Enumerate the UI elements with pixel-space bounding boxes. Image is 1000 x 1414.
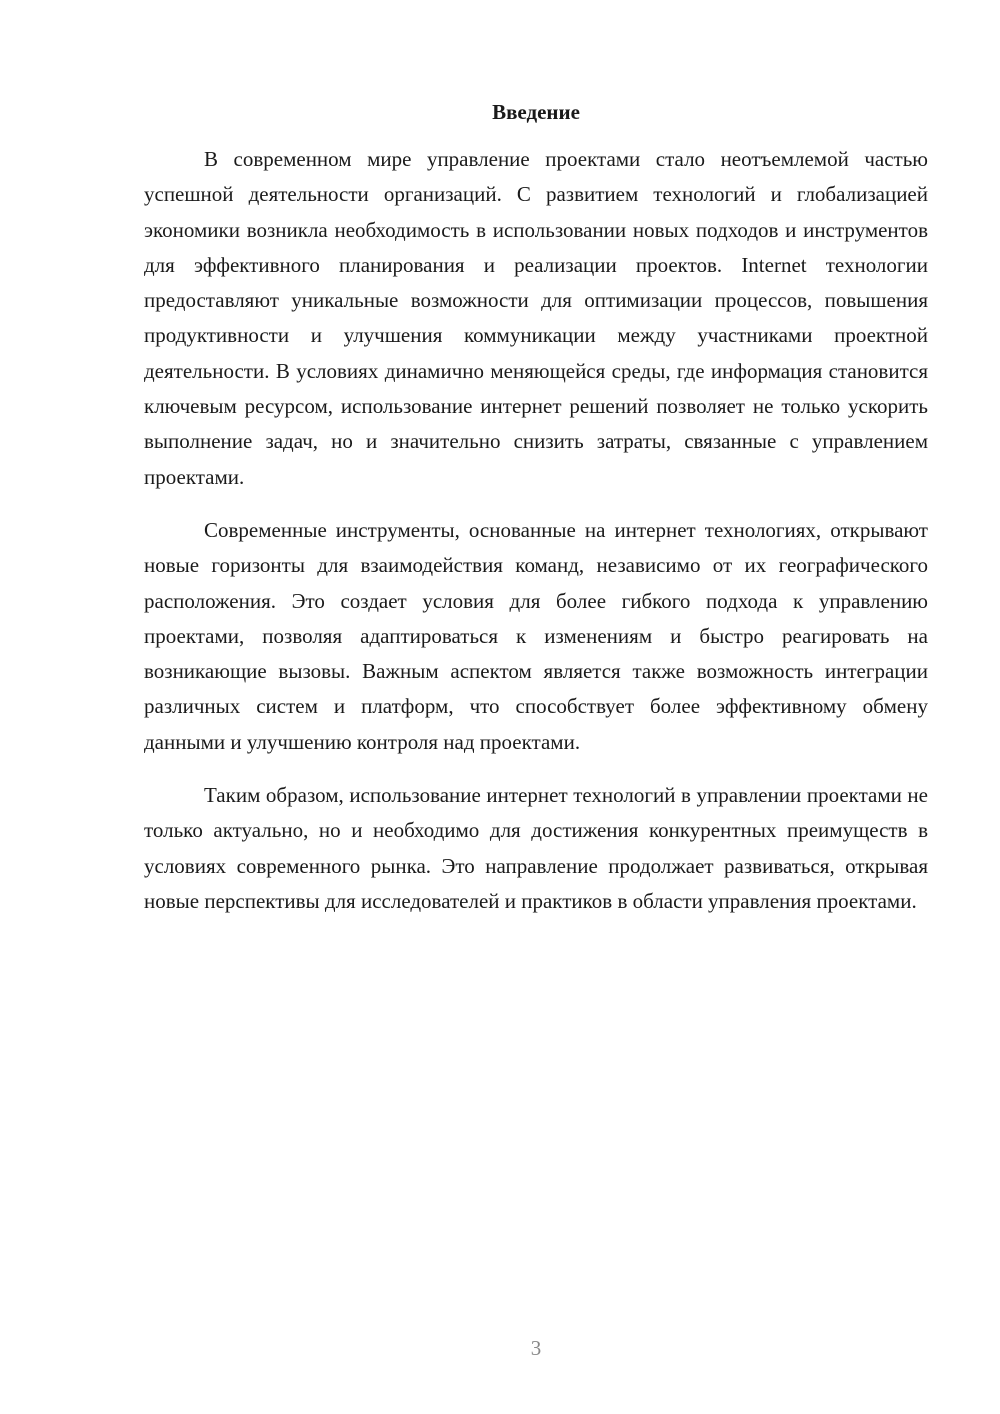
paragraph-1: В современном мире управление проектами стало неотъемлемой частью успешной деятельности организаций. С развитием технологий и глобализацией экономики возникла необходимость в использовании новых подходов и инструментов для эффективного планирования и реализации проектов. Internet технологии предоставляют уникальные возможности для оптимизации процессов, повышения продуктивности и улучшения коммуникации между участниками проектной деятельности. В условиях динамично меняющейся среды, где информация становится ключевым ресурсом, использование интернет решений позволяет не только ускорить выполнение задач, но и значительно снизить затраты, связанные с управлением проектами.	[144, 147, 928, 489]
body-text	[144, 142, 928, 919]
page-number: 3	[530, 1336, 542, 1360]
section-heading: Введение	[492, 100, 580, 124]
paragraph-2: Современные инструменты, основанные на интернет технологиях, открывают новые горизонты для взаимодействия команд, независимо от их географического расположения. Это создает условия для более гибкого подхода к управлению проектами, позволяя адаптироваться к изменениям и быстро реагировать на возникающие вызовы. Важным аспектом является также возможность интеграции различных систем и платформ, что способствует более эффективному обмену данными и улучшению контроля над проектами.	[144, 517, 928, 754]
paragraph-3: Таким образом, использование интернет технологий в управлении проектами не только актуально, но и необходимо для достижения конкурентных преимуществ в условиях современного рынка. Это направление продолжает развиваться, открывая новые перспективы для исследователей и практиков в области управления проектами.	[144, 783, 928, 913]
